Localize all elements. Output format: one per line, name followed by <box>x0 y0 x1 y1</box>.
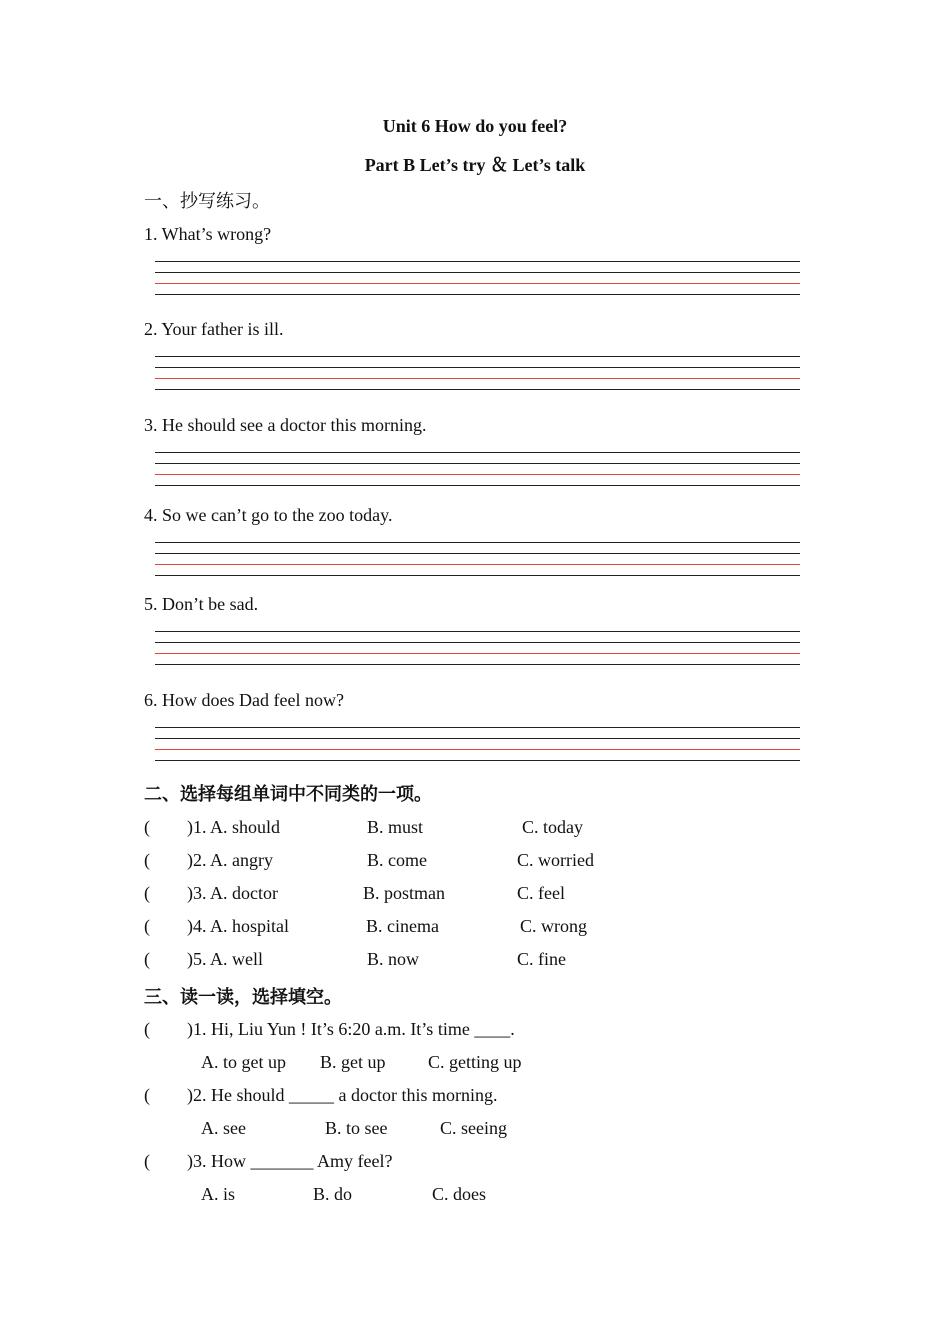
option-2-2-c: C. worried <box>517 850 594 870</box>
section-3-heading: 三、读一读，选择填空。 <box>144 987 342 1007</box>
question-2-1: )1. A. should <box>187 817 281 837</box>
option-3-1-c: C. getting up <box>428 1052 522 1072</box>
section-1-heading: 一、抄写练习。 <box>144 191 270 211</box>
answer-paren-2-2[interactable]: ( <box>144 850 150 870</box>
option-2-4-c: C. wrong <box>520 916 587 936</box>
answer-paren-2-3[interactable]: ( <box>144 883 150 903</box>
option-2-1-c: C. today <box>522 817 583 837</box>
copy-sentence-3: 3. He should see a doctor this morning. <box>144 415 427 435</box>
answer-paren-3-3[interactable]: ( <box>144 1151 150 1171</box>
option-2-3-b: B. postman <box>363 883 446 903</box>
writing-lines-5[interactable] <box>155 631 800 667</box>
option-3-1-a: A. to get up <box>201 1052 286 1072</box>
option-2-4-b: B. cinema <box>366 916 439 936</box>
answer-paren-2-1[interactable]: ( <box>144 817 150 837</box>
option-2-1-b: B. must <box>367 817 424 837</box>
answer-paren-2-5[interactable]: ( <box>144 949 150 969</box>
writing-lines-3[interactable] <box>155 452 800 488</box>
question-2-3: )3. A. doctor <box>187 883 278 903</box>
answer-paren-3-1[interactable]: ( <box>144 1019 150 1039</box>
question-2-2: )2. A. angry <box>187 850 273 870</box>
option-2-5-c: C. fine <box>517 949 566 969</box>
writing-lines-1[interactable] <box>155 261 800 297</box>
answer-paren-2-4[interactable]: ( <box>144 916 150 936</box>
question-2-4: )4. A. hospital <box>187 916 289 936</box>
option-3-1-b: B. get up <box>320 1052 386 1072</box>
writing-lines-6[interactable] <box>155 727 800 763</box>
option-2-5-b: B. now <box>367 949 420 969</box>
worksheet-subtitle: Part B Let’s try ＆ Let’s talk <box>364 155 586 175</box>
option-3-2-b: B. to see <box>325 1118 388 1138</box>
option-3-3-a: A. is <box>201 1184 236 1204</box>
section-2-heading: 二、选择每组单词中不同类的一项。 <box>144 784 432 804</box>
question-3-1: )1. Hi, Liu Yun ! It’s 6:20 a.m. It’s time ____. <box>187 1019 515 1039</box>
writing-lines-2[interactable] <box>155 356 800 392</box>
option-3-2-c: C. seeing <box>440 1118 507 1138</box>
copy-sentence-6: 6. How does Dad feel now? <box>144 690 344 710</box>
question-2-5: )5. A. well <box>187 949 263 969</box>
copy-sentence-5: 5. Don’t be sad. <box>144 594 259 614</box>
question-3-3: )3. How _______ Amy feel? <box>187 1151 393 1171</box>
copy-sentence-4: 4. So we can’t go to the zoo today. <box>144 505 393 525</box>
writing-lines-4[interactable] <box>155 542 800 578</box>
worksheet-title: Unit 6 How do you feel? <box>382 116 568 136</box>
option-3-2-a: A. see <box>201 1118 246 1138</box>
option-2-2-b: B. come <box>367 850 427 870</box>
option-3-3-c: C. does <box>432 1184 486 1204</box>
option-2-3-c: C. feel <box>517 883 565 903</box>
copy-sentence-1: 1. What’s wrong? <box>144 224 272 244</box>
copy-sentence-2: 2. Your father is ill. <box>144 319 284 339</box>
answer-paren-3-2[interactable]: ( <box>144 1085 150 1105</box>
question-3-2: )2. He should _____ a doctor this morning. <box>187 1085 498 1105</box>
option-3-3-b: B. do <box>313 1184 353 1204</box>
